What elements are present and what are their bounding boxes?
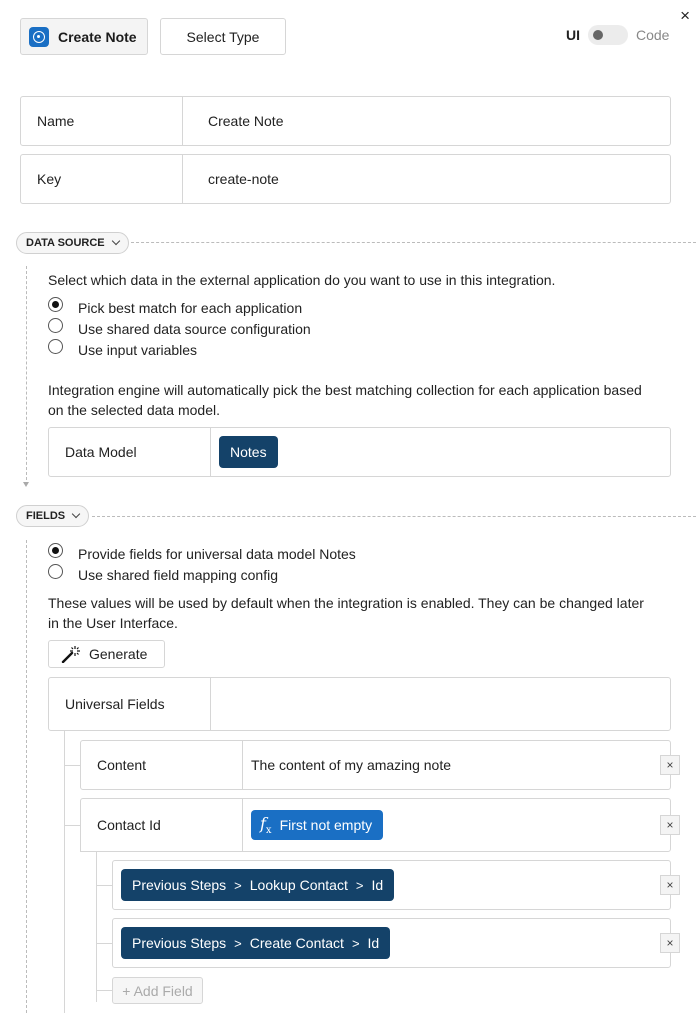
generate-button[interactable] (48, 640, 165, 668)
remove-content-button[interactable]: × (660, 755, 680, 775)
fields-info-line2: in the User Interface. (48, 615, 178, 631)
tree-connector (96, 852, 97, 1002)
create-note-button[interactable] (20, 18, 148, 55)
tree-connector (96, 990, 112, 991)
section-guide-line (26, 266, 27, 480)
radio-shared-field-mapping[interactable] (48, 564, 63, 579)
close-icon[interactable]: × (680, 6, 690, 25)
chevron-right-icon: > (234, 935, 242, 951)
path-segment: Previous Steps (132, 877, 227, 893)
data-source-info-line2: on the selected data model. (48, 402, 221, 418)
contact-id-field-row (80, 798, 671, 852)
magic-wand-icon (61, 645, 81, 663)
radio-label: Provide fields for universal data model Notes (78, 546, 356, 562)
radio-label: Pick best match for each application (78, 300, 303, 316)
chevron-right-icon: > (355, 877, 364, 893)
name-label: Name (21, 97, 183, 145)
key-label: Key (21, 155, 183, 203)
generate-label: Generate (89, 646, 148, 662)
tree-connector (96, 943, 112, 944)
formula-label: First not empty (279, 817, 373, 833)
data-model-label: Data Model (49, 428, 211, 476)
formula-arg-row (112, 860, 671, 910)
path-segment: Id (367, 935, 380, 951)
radio-label: Use shared data source configuration (78, 321, 311, 337)
function-icon: $f_x$ (260, 813, 272, 837)
universal-fields-label: Universal Fields (49, 678, 211, 730)
tree-connector (64, 765, 80, 766)
integration-circle-icon (29, 27, 49, 47)
tree-connector (64, 731, 65, 1013)
remove-arg-button[interactable]: × (660, 875, 680, 895)
key-field-row (20, 154, 671, 204)
path-segment: Lookup Contact (249, 877, 348, 893)
path-chip[interactable] (121, 927, 390, 959)
fields-section-toggle[interactable] (16, 505, 89, 527)
fields-info-line1: These values will be used by default when the integration is enabled. They can be changed later (48, 595, 644, 611)
radio-provide-fields[interactable] (48, 543, 63, 558)
path-segment: Create Contact (249, 935, 344, 951)
radio-label: Use input variables (78, 342, 198, 358)
contact-id-label: Contact Id (81, 799, 243, 851)
create-note-label: Create Note (58, 28, 137, 45)
tree-connector (64, 825, 80, 826)
fields-section-label: FIELDS (26, 510, 66, 522)
radio-input-variables[interactable] (48, 339, 63, 354)
data-source-description: Select which data in the external application do you want to use in this integration. (48, 272, 556, 288)
data-source-section-toggle[interactable] (16, 232, 129, 254)
universal-fields-value (211, 678, 670, 730)
ui-code-toggle[interactable] (588, 25, 628, 45)
data-source-section-label: DATA SOURCE (26, 237, 105, 249)
select-type-label: Select Type (186, 28, 260, 45)
formula-arg-row (112, 918, 671, 968)
chevron-right-icon: > (351, 935, 360, 951)
content-input[interactable]: The content of my amazing note (251, 757, 451, 773)
remove-arg-button[interactable]: × (660, 933, 680, 953)
radio-label: Use shared field mapping config (78, 567, 279, 583)
path-segment: Id (371, 877, 384, 893)
toggle-code-label: Code (636, 27, 670, 43)
path-chip[interactable] (121, 869, 394, 901)
content-field-row (80, 740, 671, 790)
data-source-info-line1: Integration engine will automatically pick the best matching collection for each application based (48, 382, 642, 398)
path-segment: Previous Steps (132, 935, 227, 951)
data-model-row (48, 427, 671, 477)
chevron-down-icon (111, 237, 119, 245)
data-model-chip[interactable]: Notes (219, 436, 278, 468)
data-model-value[interactable] (211, 428, 670, 476)
toggle-ui-label: UI (566, 27, 580, 43)
chevron-down-icon (72, 510, 80, 518)
key-input[interactable]: create-note (208, 171, 279, 187)
tree-connector (96, 885, 112, 886)
radio-pick-best-match[interactable] (48, 297, 63, 312)
name-field-row (20, 96, 671, 146)
remove-contact-id-button[interactable]: × (660, 815, 680, 835)
section-divider (131, 242, 696, 243)
radio-shared-data-source[interactable] (48, 318, 63, 333)
section-divider (92, 516, 696, 517)
name-input[interactable]: Create Note (208, 113, 284, 129)
content-label: Content (81, 741, 243, 789)
ui-code-toggle-group (566, 25, 669, 45)
select-type-button[interactable] (160, 18, 286, 55)
section-guide-line (26, 540, 27, 1013)
add-field-button[interactable]: + Add Field (112, 977, 203, 1004)
formula-chip[interactable] (251, 810, 383, 840)
contact-id-value (243, 799, 670, 851)
chevron-right-icon: > (234, 877, 242, 893)
arrow-down-icon (23, 482, 29, 487)
universal-fields-row (48, 677, 671, 731)
